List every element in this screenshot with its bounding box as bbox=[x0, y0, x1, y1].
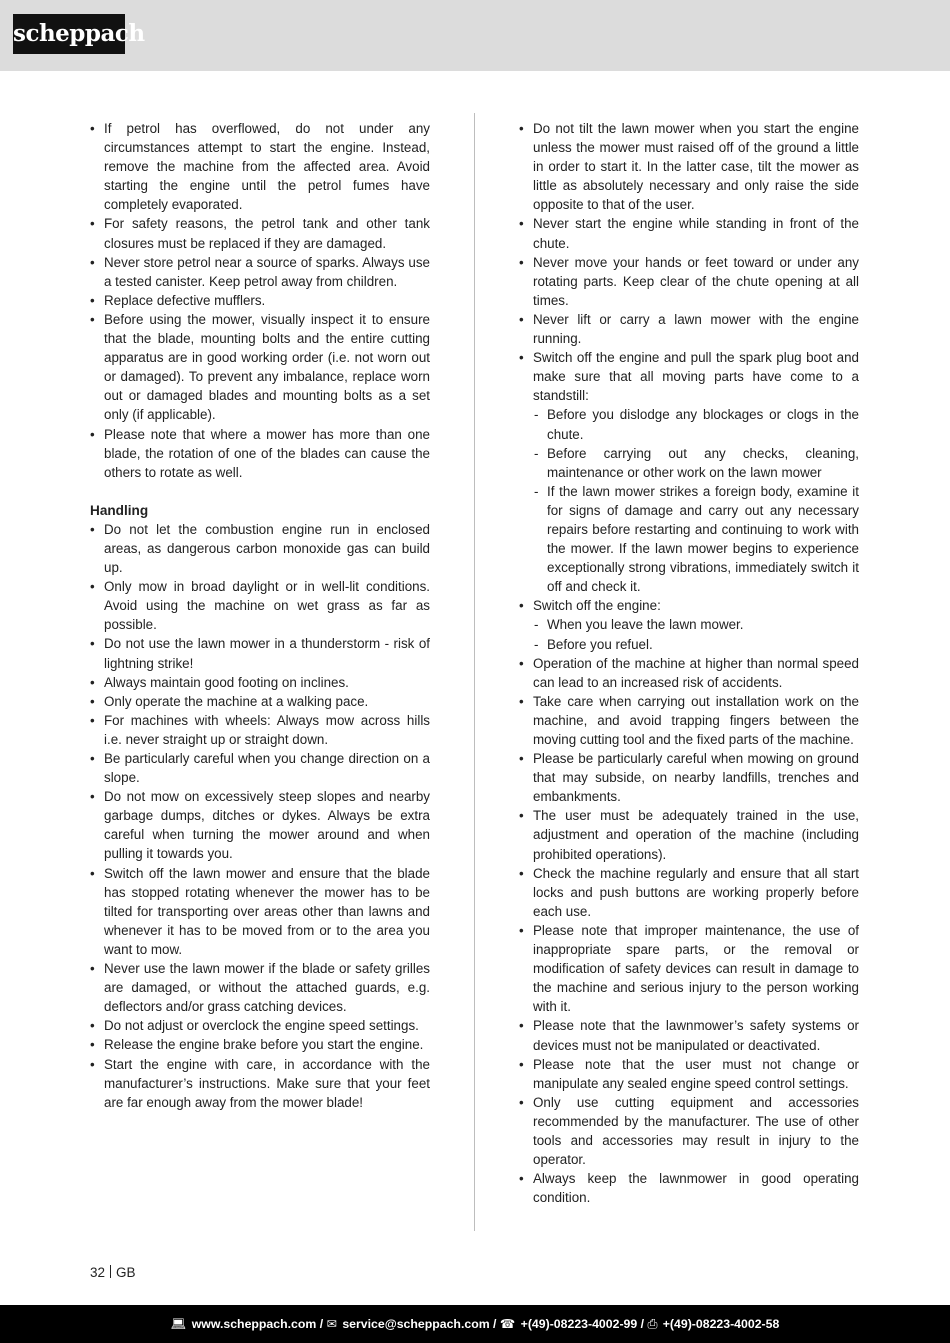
list-item: • If petrol has overflowed, do not under any circumstances attempt to start the engine. Instead, remove the machine from the affected area. Avoid starting the engine until the petrol fumes have completely evaporated. bbox=[90, 119, 430, 214]
list-item: • For machines with wheels: Always mow across hills i.e. never straight up or straight down. bbox=[90, 711, 430, 749]
list-item: • Be particularly careful when you change direction on a slope. bbox=[90, 749, 430, 787]
list-item: • Only use cutting equipment and accessories recommended by the manufacturer. The use of other tools and accessories may result in injury to the operator. bbox=[519, 1093, 859, 1169]
list-item: • Please note that where a mower has more than one blade, the rotation of one of the blades can cause the others to rotate as well. bbox=[90, 425, 430, 482]
footer-email[interactable]: service@scheppach.com / bbox=[342, 1317, 497, 1331]
footer-fax: +(49)-08223-4002-58 bbox=[662, 1317, 780, 1331]
page-number-separator bbox=[110, 1265, 111, 1278]
list-item: • Before using the mower, visually inspect it to ensure that the blade, mounting bolts and the entire cutting apparatus are in good working order (i.e. not worn out or damaged). To prevent any imbalance, replace worn out or damaged blades and mounting bolts as a set only (if applicable). bbox=[90, 310, 430, 425]
list-item: • Check the machine regularly and ensure that all start locks and push buttons are working properly before each use. bbox=[519, 864, 859, 921]
sub-list-item: - Before you dislodge any blockages or clogs in the chute. bbox=[519, 405, 859, 443]
brand-logo: scheppach bbox=[13, 14, 125, 54]
list-item: • Never move your hands or feet toward or under any rotating parts. Keep clear of the chute opening at all times. bbox=[519, 253, 859, 310]
list-item: • Switch off the engine: bbox=[519, 596, 859, 615]
list-item: • The user must be adequately trained in the use, adjustment and operation of the machine (including prohibited operations). bbox=[519, 806, 859, 863]
footer-contact-line bbox=[0, 1305, 950, 1343]
list-item: • Never use the lawn mower if the blade or safety grilles are damaged, or without the attached guards, e.g. deflectors and/or grass catching devices. bbox=[90, 959, 430, 1016]
computer-icon: 💻︎ bbox=[170, 1317, 187, 1331]
list-item: • Switch off the lawn mower and ensure that the blade has stopped rotating whenever the mower has to be tilted for transporting over areas other than lawns and whenever it has to be moved from or to the area you want to mow. bbox=[90, 864, 430, 959]
footer-website[interactable]: www.scheppach.com / bbox=[191, 1317, 324, 1331]
page-number bbox=[90, 1264, 136, 1282]
list-item: • Switch off the engine and pull the spark plug boot and make sure that all moving parts have come to a standstill: bbox=[519, 348, 859, 405]
page-footer bbox=[0, 1305, 950, 1343]
column-divider bbox=[474, 113, 475, 1231]
page-language: GB bbox=[116, 1265, 136, 1280]
list-item: • Do not tilt the lawn mower when you start the engine unless the mower must raised off of the ground a little in order to start it. In the latter case, tilt the mower as little as absolutely necessary and only raise the side opposite to that of the user. bbox=[519, 119, 859, 214]
operation-safety-list bbox=[519, 119, 859, 1207]
list-item: • Never start the engine while standing in front of the chute. bbox=[519, 214, 859, 252]
list-item: • Please note that the user must not change or manipulate any sealed engine speed control settings. bbox=[519, 1055, 859, 1093]
list-item: • Always keep the lawnmower in good operating condition. bbox=[519, 1169, 859, 1207]
section-heading: Handling bbox=[90, 502, 149, 518]
list-item: • For safety reasons, the petrol tank and other tank closures must be replaced if they are damaged. bbox=[90, 214, 430, 252]
list-item: • Do not let the combustion engine run in enclosed areas, as dangerous carbon monoxide gas can build up. bbox=[90, 520, 430, 577]
list-item: • Never store petrol near a source of sparks. Always use a tested canister. Keep petrol away from children. bbox=[90, 253, 430, 291]
list-item: • Only mow in broad daylight or in well-lit conditions. Avoid using the machine on wet grass as far as possible. bbox=[90, 577, 430, 634]
sub-list-item: - If the lawn mower strikes a foreign body, examine it for signs of damage and carry out any necessary repairs before restarting and continuing to work with the mower. If the lawn mower begins to experience exceptionally strong vibrations, immediately switch it off and check it. bbox=[519, 482, 859, 597]
list-item: • Never lift or carry a lawn mower with the engine running. bbox=[519, 310, 859, 348]
mail-icon: ✉︎ bbox=[326, 1317, 337, 1331]
list-item: • Start the engine with care, in accordance with the manufacturer’s instructions. Make sure that your feet are far enough away from the mower blade! bbox=[90, 1055, 430, 1112]
list-item: • Please note that improper maintenance, the use of inappropriate spare parts, or the removal or modification of safety devices can result in damage to the machine and serious injury to the person working with it. bbox=[519, 921, 859, 1016]
list-item: • Release the engine brake before you start the engine. bbox=[90, 1035, 430, 1054]
handling-list bbox=[90, 520, 430, 1112]
list-item: • Always maintain good footing on inclines. bbox=[90, 673, 430, 692]
list-item: • Do not use the lawn mower in a thunderstorm - risk of lightning strike! bbox=[90, 634, 430, 672]
list-item: • Replace defective mufflers. bbox=[90, 291, 430, 310]
list-item: • Please be particularly careful when mowing on ground that may subside, on nearby landfills, trenches and embankments. bbox=[519, 749, 859, 806]
list-item: • Operation of the machine at higher than normal speed can lead to an increased risk of accidents. bbox=[519, 654, 859, 692]
fax-icon: ⎙ bbox=[647, 1317, 658, 1331]
sub-list-item: - Before carrying out any checks, cleaning, maintenance or other work on the lawn mower bbox=[519, 444, 859, 482]
page-number-value: 32 bbox=[90, 1265, 106, 1280]
list-item: • Please note that the lawnmower’s safety systems or devices must not be manipulated or deactivated. bbox=[519, 1016, 859, 1054]
list-item: • Do not adjust or overclock the engine speed settings. bbox=[90, 1016, 430, 1035]
list-item: • Only operate the machine at a walking pace. bbox=[90, 692, 430, 711]
page-header bbox=[0, 0, 950, 71]
phone-icon: ☎︎ bbox=[499, 1317, 516, 1331]
list-item: • Do not mow on excessively steep slopes and nearby garbage dumps, ditches or dykes. Always be extra careful when turning the mower around and when pulling it towards you. bbox=[90, 787, 430, 863]
fuel-safety-list bbox=[90, 119, 430, 482]
sub-list-item: - Before you refuel. bbox=[519, 635, 859, 654]
sub-list-item: - When you leave the lawn mower. bbox=[519, 615, 859, 634]
left-column bbox=[90, 119, 430, 1112]
list-item: • Take care when carrying out installation work on the machine, and avoid trapping fingers between the moving cutting tool and the fixed parts of the machine. bbox=[519, 692, 859, 749]
footer-phone: +(49)-08223-4002-99 / bbox=[520, 1317, 645, 1331]
right-column bbox=[519, 119, 859, 1207]
